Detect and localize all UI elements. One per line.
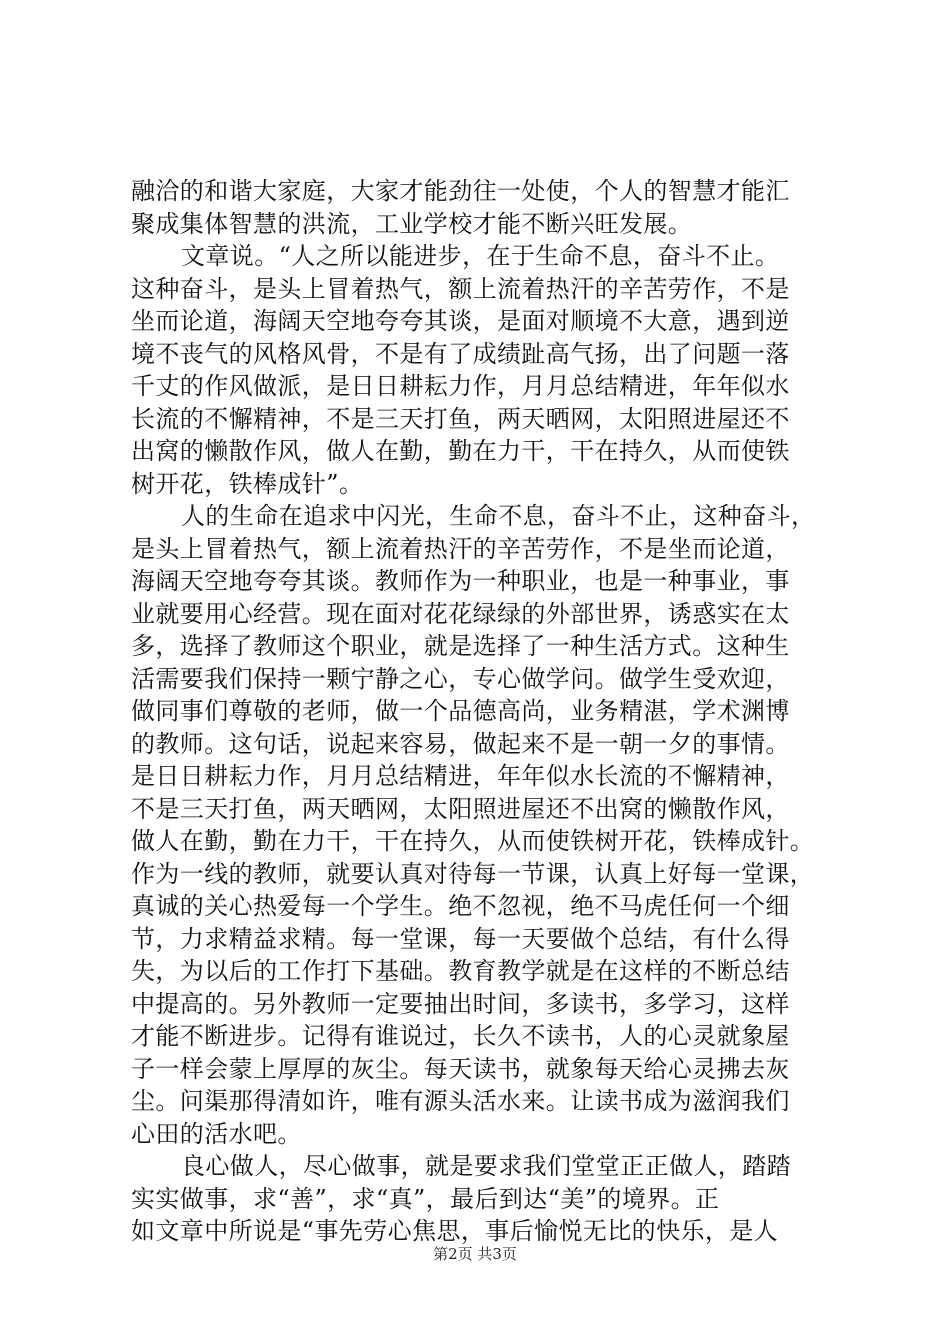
text-line: 如文章中所说是“事先劳心焦思，事后愉悦无比的快乐，是人 (131, 1217, 779, 1245)
text-line: 真诚的关心热爱每一个学生。绝不忽视，绝不马虎任何一个细 (131, 892, 790, 920)
text-line: 是头上冒着热气，额上流着热汗的辛苦劳作，不是坐而论道， (131, 534, 790, 563)
text-line: 实实做事，求“善”，求“真”，最后到达“美”的境界。正 (131, 1184, 720, 1213)
text-line: 活需要我们保持一颗宁静之心，专心做学问。做学生受欢迎， (131, 664, 790, 693)
text-line: 做人在勤，勤在力干，干在持久，从而使铁树开花，铁棒成针。 (131, 827, 815, 855)
text-line: 海阔天空地夸夸其谈。教师作为一种职业，也是一种事业，事 (131, 567, 790, 595)
text-line: 心田的活水吧。 (131, 1119, 302, 1148)
document-body (131, 175, 831, 1248)
text-line: 千丈的作风做派，是日日耕耘力作，月月总结精进，年年似水 (131, 372, 790, 400)
text-line: 良心做人，尽心做事，就是要求我们堂堂正正做人，踏踏 (181, 1152, 791, 1180)
page-footer: 第2页 共3页 (433, 1245, 517, 1263)
text-line: 境不丧气的风格风骨，不是有了成绩趾高气扬，出了问题一落 (131, 339, 790, 368)
text-line: 人的生命在追求中闪光，生命不息，奋斗不止，这种奋斗， (181, 502, 816, 530)
text-line: 这种奋斗，是头上冒着热气，额上流着热汗的辛苦劳作，不是 (131, 274, 790, 303)
text-line: 才能不断进步。记得有谁说过，长久不读书，人的心灵就象屋 (131, 1022, 790, 1050)
text-line: 是日日耕耘力作，月月总结精进，年年似水长流的不懈精神， (131, 762, 790, 790)
text-line: 做同事们尊敬的老师，做一个品德高尚，业务精湛，学术渊博 (131, 697, 790, 725)
text-line: 中提高的。另外教师一定要抽出时间，多读书，多学习，这样 (131, 989, 790, 1018)
text-line: 尘。问渠那得清如许，唯有源头活水来。让读书成为滋润我们 (131, 1087, 790, 1115)
text-line: 业就要用心经营。现在面对花花绿绿的外部世界，诱惑实在太 (131, 599, 790, 628)
text-line: 作为一线的教师，就要认真对待每一节课，认真上好每一堂课， (131, 859, 815, 888)
text-line: 长流的不懈精神，不是三天打鱼，两天晒网，太阳照进屋还不 (131, 404, 790, 433)
text-line: 失，为以后的工作打下基础。教育教学就是在这样的不断总结 (131, 957, 790, 985)
text-line: 多，选择了教师这个职业，就是选择了一种生活方式。这种生 (131, 632, 790, 660)
text-line: 坐而论道，海阔天空地夸夸其谈，是面对顺境不大意，遇到逆 (131, 307, 790, 335)
text-line: 不是三天打鱼，两天晒网，太阳照进屋还不出窝的懒散作风， (131, 794, 790, 823)
text-line: 融洽的和谐大家庭，大家才能劲往一处使，个人的智慧才能汇 (131, 177, 790, 205)
text-line: 出窝的懒散作风，做人在勤，勤在力干，干在持久，从而使铁 (131, 437, 790, 465)
text-line: 聚成集体智慧的洪流，工业学校才能不断兴旺发展。 (131, 209, 693, 238)
text-line: 节，力求精益求精。每一堂课，每一天要做个总结，有什么得 (131, 924, 790, 953)
text-line: 的教师。这句话，说起来容易，做起来不是一朝一夕的事情。 (131, 729, 790, 758)
text-line: 子一样会蒙上厚厚的灰尘。每天读书，就象每天给心灵拂去灰 (131, 1054, 790, 1083)
text-line: 文章说。“人之所以能进步，在于生命不息，奋斗不止。 (181, 242, 780, 270)
text-line: 树开花，铁棒成针”。 (131, 469, 364, 498)
